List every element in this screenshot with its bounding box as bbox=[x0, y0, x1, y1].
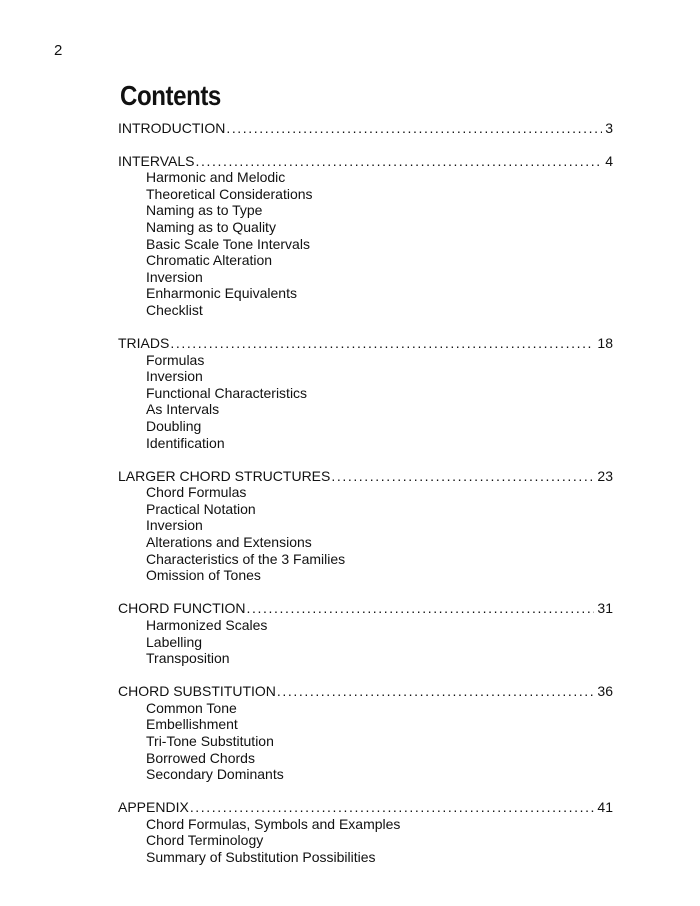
dot-leader bbox=[277, 683, 595, 700]
toc-subitem: Chord Formulas, Symbols and Examples bbox=[146, 815, 401, 832]
toc-subitem: Transposition bbox=[146, 650, 230, 667]
dot-leader bbox=[247, 600, 595, 617]
toc-entry-title: LARGER CHORD STRUCTURES bbox=[118, 467, 331, 484]
toc-section bbox=[118, 600, 613, 666]
toc-entry-page: 23 bbox=[597, 467, 613, 484]
toc-subitem: Theoretical Considerations bbox=[146, 185, 313, 202]
toc-subitem: Common Tone bbox=[146, 699, 237, 716]
toc-entry-page: 41 bbox=[597, 799, 613, 816]
toc-subitem: Tri-Tone Substitution bbox=[146, 733, 274, 749]
toc-subitem: Doubling bbox=[146, 418, 202, 434]
toc-subitem: Identification bbox=[146, 434, 225, 451]
table-of-contents bbox=[118, 120, 613, 882]
toc-subitem: Inversion bbox=[146, 368, 203, 385]
toc-entry-page: 36 bbox=[597, 683, 613, 700]
toc-subitem-list bbox=[118, 700, 613, 783]
dot-leader bbox=[331, 468, 594, 485]
toc-entry-title: INTRODUCTION bbox=[118, 120, 226, 136]
toc-entry-title: TRIADS bbox=[118, 335, 170, 352]
toc-subitem-list bbox=[118, 352, 613, 452]
toc-entry-page: 3 bbox=[605, 120, 613, 136]
toc-entry-title: APPENDIX bbox=[118, 799, 189, 816]
toc-subitem: Functional Characteristics bbox=[146, 384, 308, 401]
toc-subitem: Inversion bbox=[146, 268, 203, 285]
toc-subitem: Inversion bbox=[146, 517, 203, 534]
toc-subitem: Embellishment bbox=[146, 716, 238, 733]
toc-entry-page: 4 bbox=[605, 152, 613, 169]
toc-subitem: Borrowed Chords bbox=[146, 749, 255, 766]
toc-entry-title: CHORD SUBSTITUTION bbox=[118, 683, 276, 700]
toc-subitem: Naming as to Type bbox=[146, 202, 263, 219]
toc-section bbox=[118, 683, 613, 783]
dot-leader bbox=[190, 799, 595, 816]
toc-subitem: As Intervals bbox=[146, 401, 220, 418]
toc-entry-page: 31 bbox=[597, 600, 613, 617]
toc-section bbox=[118, 335, 613, 451]
toc-subitem-list bbox=[118, 484, 613, 584]
toc-subitem-list bbox=[118, 816, 613, 866]
toc-subitem: Practical Notation bbox=[146, 500, 256, 517]
toc-entry bbox=[118, 468, 613, 485]
toc-subitem: Harmonized Scales bbox=[146, 616, 268, 633]
toc-entry bbox=[118, 683, 613, 700]
toc-entry-title: CHORD FUNCTION bbox=[118, 600, 246, 617]
toc-entry bbox=[118, 335, 613, 352]
toc-subitem: Chromatic Alteration bbox=[146, 252, 273, 269]
toc-subitem: Checklist bbox=[146, 301, 203, 318]
toc-subitem: Secondary Dominants bbox=[146, 766, 284, 783]
toc-subitem: Formulas bbox=[146, 351, 205, 368]
toc-subitem: Enharmonic Equivalents bbox=[146, 285, 297, 302]
toc-subitem: Labelling bbox=[146, 633, 203, 650]
toc-entry bbox=[118, 799, 613, 816]
toc-entry bbox=[118, 600, 613, 617]
toc-section bbox=[118, 799, 613, 865]
toc-subitem: Summary of Substitution Possibilities bbox=[146, 849, 376, 866]
toc-subitem: Harmonic and Melodic bbox=[146, 169, 286, 186]
toc-entry-title: INTERVALS bbox=[118, 152, 195, 169]
toc-subitem: Chord Terminology bbox=[146, 832, 264, 849]
toc-section bbox=[118, 120, 613, 137]
toc-subitem: Basic Scale Tone Intervals bbox=[146, 235, 310, 252]
toc-subitem-list bbox=[118, 617, 613, 667]
page-title: Contents bbox=[120, 80, 221, 111]
toc-subitem-list bbox=[118, 169, 613, 318]
dot-leader bbox=[170, 335, 594, 352]
toc-subitem: Characteristics of the 3 Families bbox=[146, 550, 346, 567]
toc-subitem: Naming as to Quality bbox=[146, 218, 276, 235]
dot-leader bbox=[226, 120, 602, 137]
toc-subitem: Omission of Tones bbox=[146, 567, 261, 584]
dot-leader bbox=[196, 153, 603, 170]
toc-entry-page: 18 bbox=[597, 335, 613, 352]
toc-section bbox=[118, 468, 613, 584]
toc-subitem: Alterations and Extensions bbox=[146, 534, 312, 551]
page-number: 2 bbox=[54, 42, 63, 59]
toc-entry bbox=[118, 120, 613, 137]
toc-section bbox=[118, 153, 613, 319]
toc-subitem: Chord Formulas bbox=[146, 484, 247, 501]
toc-entry bbox=[118, 153, 613, 170]
